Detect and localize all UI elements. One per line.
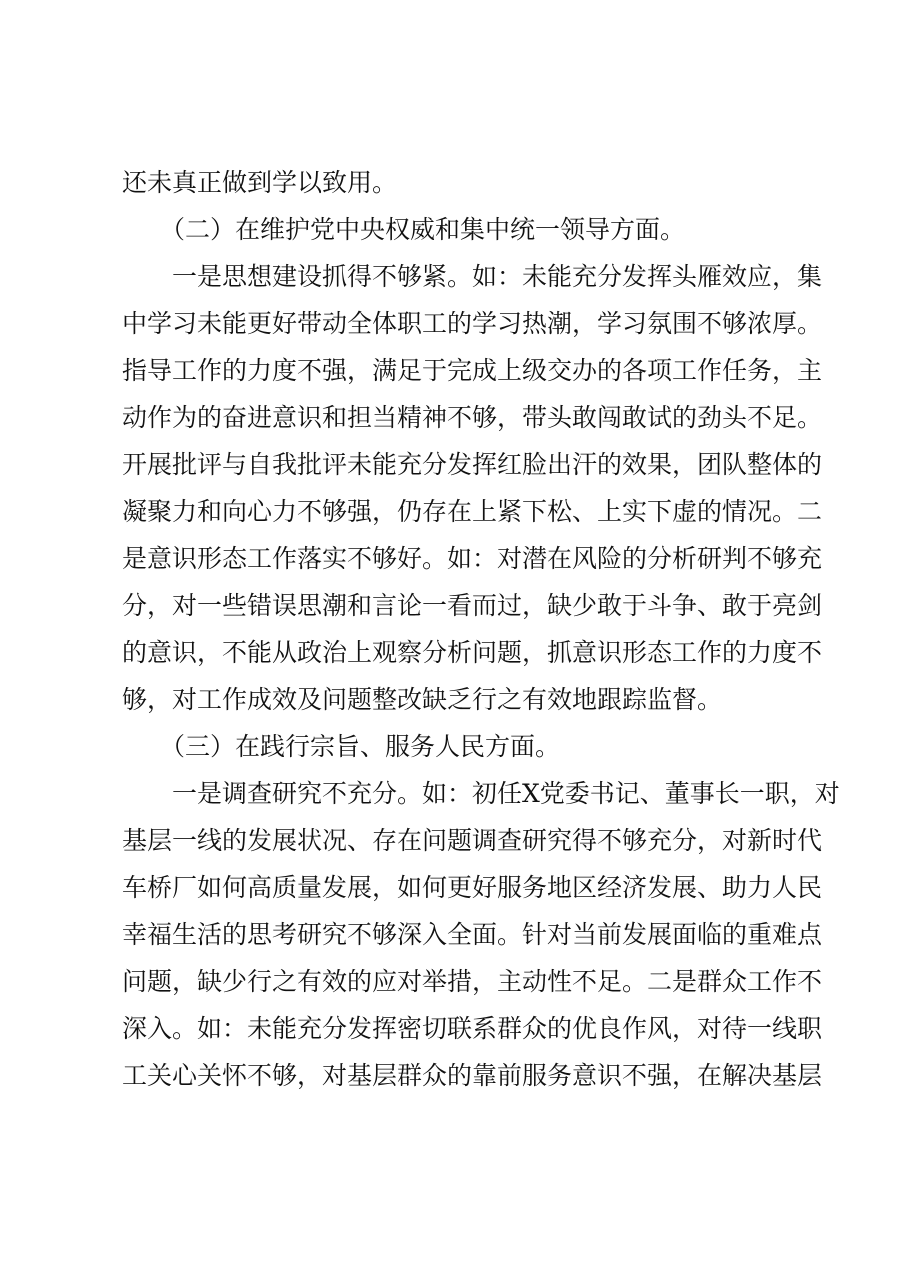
text-line: 幸福生活的思考研究不够深入全面。针对当前发展面临的重难点	[122, 920, 823, 949]
text-line: 深入。如：未能充分发挥密切联系群众的优良作风，对待一线职	[122, 1014, 823, 1043]
section-heading: （三）在践行宗旨、服务人民方面。	[160, 732, 561, 761]
text-line: 工关心关怀不够，对基层群众的靠前服务意识不强，在解决基层	[122, 1061, 823, 1090]
text-line: 中学习未能更好带动全体职工的学习热潮，学习氛围不够浓厚。	[122, 309, 823, 338]
text-line: 动作为的奋进意识和担当精神不够，带头敢闯敢试的劲头不足。	[122, 403, 823, 432]
text-line: 凝聚力和向心力不够强，仍存在上紧下松、上实下虚的情况。二	[122, 497, 823, 526]
text-line: 分，对一些错误思潮和言论一看而过，缺少敢于斗争、敢于亮剑	[122, 591, 823, 620]
text-line: 开展批评与自我批评未能充分发挥红脸出汗的效果，团队整体的	[122, 450, 823, 479]
text-line: 的意识，不能从政治上观察分析问题，抓意识形态工作的力度不	[122, 638, 823, 667]
text-line: 问题，缺少行之有效的应对举措，主动性不足。二是群众工作不	[122, 967, 823, 996]
paragraph-line: 一是思想建设抓得不够紧。如：未能充分发挥头雁效应，集	[172, 262, 823, 291]
text-line: 还未真正做到学以致用。	[122, 168, 398, 197]
text-line: 基层一线的发展状况、存在问题调查研究得不够充分，对新时代	[122, 826, 823, 855]
text-line: 是意识形态工作落实不够好。如：对潜在风险的分析研判不够充	[122, 544, 823, 573]
paragraph-line: 一是调查研究不充分。如：初任X党委书记、董事长一职，对	[172, 779, 840, 808]
text-line: 够，对工作成效及问题整改缺乏行之有效地跟踪监督。	[122, 685, 723, 714]
text-line: 车桥厂如何高质量发展，如何更好服务地区经济发展、助力人民	[122, 873, 823, 902]
section-heading: （二）在维护党中央权威和集中统一领导方面。	[160, 215, 686, 244]
text-line: 指导工作的力度不强，满足于完成上级交办的各项工作任务，主	[122, 356, 823, 385]
